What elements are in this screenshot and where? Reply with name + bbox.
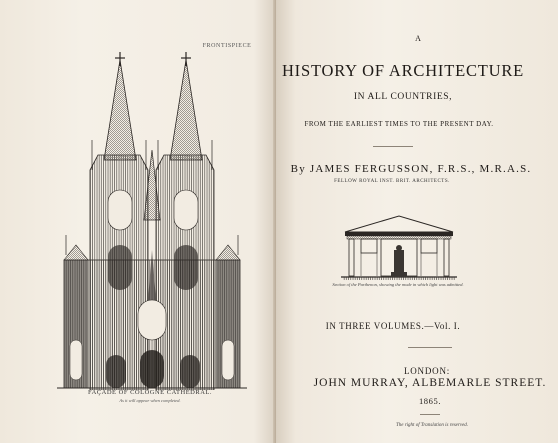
frontispiece-caption: FAÇADE OF COLOGNE CATHEDRAL. — [87, 389, 213, 396]
book-subtitle-2: FROM THE EARLIEST TIMES TO THE PRESENT DAY. — [304, 120, 494, 128]
title-rule — [373, 146, 413, 147]
imprint-rule — [408, 347, 452, 348]
author-fellowship: FELLOW ROYAL INST. BRIT. ARCHITECTS. — [334, 179, 450, 184]
frontispiece-caption-sub: As it will appear when completed. — [119, 398, 181, 403]
imprint-year: 1865. — [418, 396, 442, 406]
illustration-caption: Section of the Parthenon, showing the mode in which light was admitted. — [332, 282, 464, 287]
title-article: A — [415, 34, 421, 43]
imprint-publisher: JOHN MURRAY, ALBEMARLE STREET. — [313, 377, 547, 389]
rights-notice: The right of Translation is reserved. — [395, 423, 469, 428]
author-line: By JAMES FERGUSSON, F.R.S., M.R.A.S. — [290, 163, 532, 175]
imprint-city: LONDON: — [403, 366, 451, 376]
book-subtitle: IN ALL COUNTRIES, — [353, 92, 453, 102]
cologne-cathedral-engraving — [52, 50, 252, 390]
volumes-line: IN THREE VOLUMES.—Vol. I. — [325, 321, 461, 331]
parthenon-section-illustration — [341, 214, 457, 282]
book-title: HISTORY OF ARCHITECTURE — [281, 61, 525, 80]
year-rule — [420, 414, 440, 415]
frontispiece-label: FRONTISPIECE — [202, 43, 252, 49]
frontispiece-page — [0, 0, 276, 443]
